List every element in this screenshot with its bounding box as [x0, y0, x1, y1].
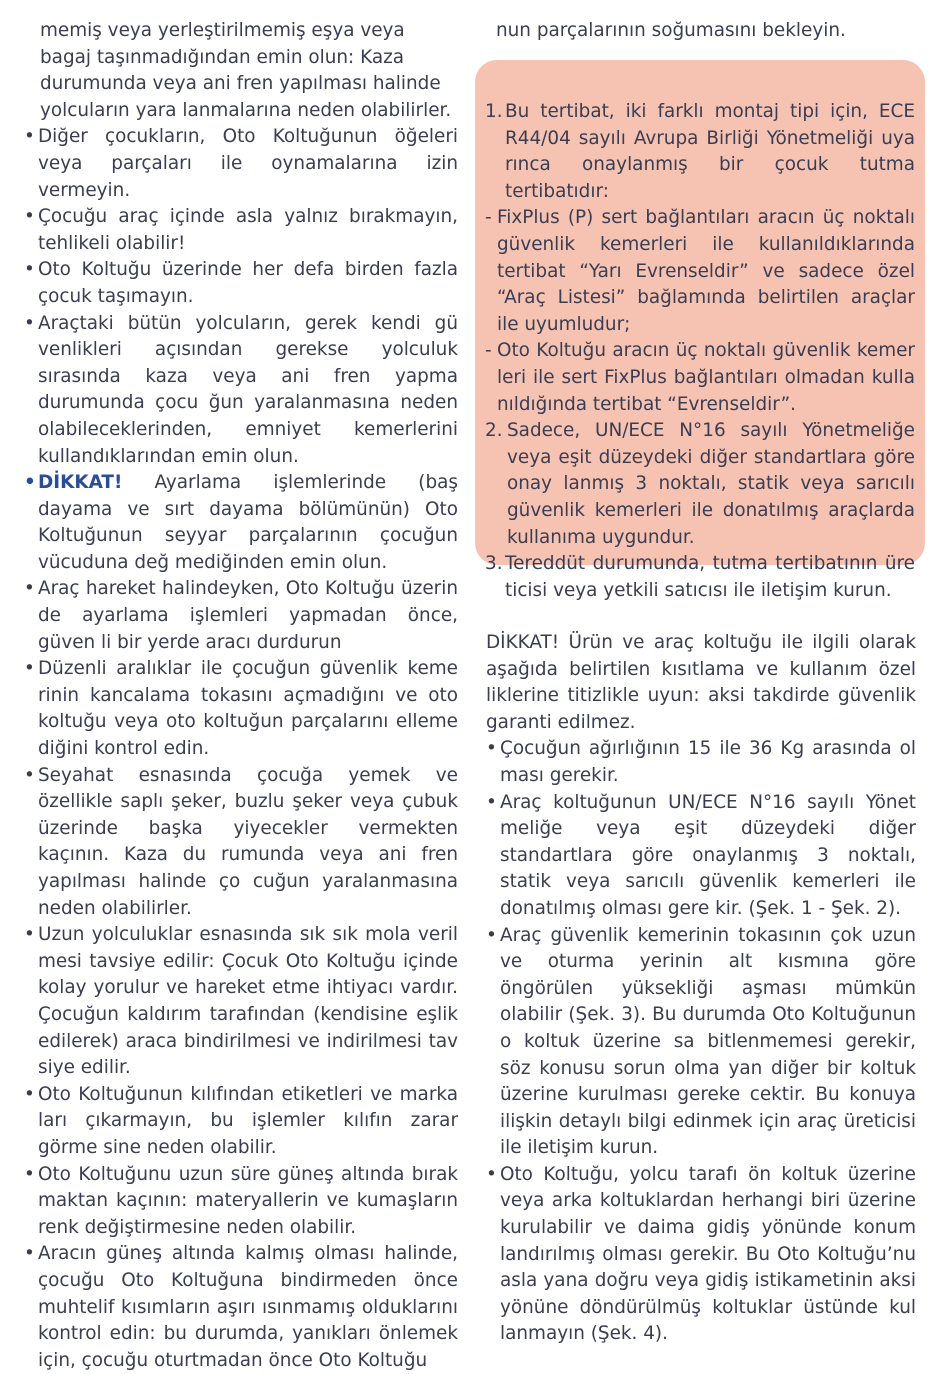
item-number: 3. [485, 553, 503, 575]
right-lead-paragraph: nun parçalarının soğumasını bekleyin. [496, 20, 846, 41]
bullet-icon: • [486, 924, 497, 946]
warning-paragraph: DİKKAT! Ürün ve araç koltuğu ile ilgili olarak aşağıda belirtilen kısıtlama ve kullanım özel liklerine titizlikle uyun: aksi takdirde güvenlik garanti edilmez. [486, 632, 916, 733]
bullet-icon: • [24, 924, 35, 946]
item-number: 2. [485, 420, 503, 442]
left-bullet-list [24, 124, 458, 1374]
approval-info-box [475, 60, 925, 601]
list-item: • Araç hareket halindeyken, Oto Koltuğu üzerin de ayarlama işlemleri yapmadan önce, güven li bir yerde aracı durdurun [24, 578, 458, 653]
dash-marker: - [485, 340, 492, 362]
warning-label: DİKKAT! [38, 472, 123, 494]
dash-item: - FixPlus (P) sert bağlantıları aracın üç noktalı güvenlik kemerleri ile kullanıldıklarında tertibat “Yarı Evrenseldir” ve sadece özel “Araç Listesi” bağlamında belirtilen araçlar ile uyumludur; [485, 207, 915, 335]
list-item: • Araç koltuğunun UN/ECE N°16 sayılı Yönet meliğe veya eşit düzeydeki diğer standartlara göre onaylanmış 3 noktalı, statik veya sarıcılı güvenlik kemerleri ile donatılmış olması gere kir. (Şek. 1 - Şek. 2). [486, 791, 916, 919]
list-item: • Oto Koltuğu üzerinde her defa birden fazla çocuk taşımayın. [24, 259, 458, 307]
bullet-icon: • [24, 259, 35, 281]
bullet-icon: • [24, 472, 36, 494]
numbered-item: 2. Sadece, UN/ECE N°16 sayılı Yönetmeliğe veya eşit düzeydeki diğer standartlara göre onay lanmış 3 noktalı, statik veya sarıcılı güvenlik kemerleri ile donatılmış araçlarda kullanıma uygundur. [485, 420, 915, 548]
list-item: • Araçtaki bütün yolcuların, gerek kendi gü venlikleri açısından gerekse yolculuk sırasında kaza veya ani fren yapma durumunda çocu ğun yaralanmasına neden olabileceklerinden, emniyet kemerlerini kullandıklarından emin olun. [24, 312, 458, 467]
bullet-icon: • [24, 126, 35, 148]
bullet-icon: • [486, 791, 497, 813]
numbered-item: 1. Bu tertibat, iki farklı montaj tipi için, ECE R44/04 sayılı Avrupa Birliği Yönetmeliği uya rınca onaylanmış bir çocuk tutma tertibatıdır: [485, 101, 915, 202]
list-item: • Diğer çocukların, Oto Koltuğunun öğeleri veya parçaları ile oynamalarına izin vermeyin. [24, 126, 458, 201]
bullet-icon: • [24, 1243, 35, 1265]
numbered-item: 3. Tereddüt durumunda, tutma tertibatının üre ticisi veya yetkili satıcısı ile iletişim kurun. [485, 553, 915, 601]
list-item: • Uzun yolculuklar esnasında sık sık mola veril mesi tavsiye edilir: Çocuk Oto Koltuğu içinde kolay yorulur ve hareket etme ihtiyacı vardır. Çocuğun kaldırım tarafından (kendisine eşlik edilerek) araca bindirilmesi ve indirilmesi tav siye edilir. [24, 924, 458, 1079]
list-item: • Seyahat esnasında çocuğa yemek ve özellikle saplı şeker, buzlu şeker veya çubuk üzerinde başka yiyecekler vermekten kaçının. Kaza du rumunda veya ani fren yapılması halinde ço cuğun yaralanmasına neden olabilirler. [24, 764, 458, 919]
bullet-icon: • [24, 312, 35, 334]
bullet-icon: • [486, 738, 497, 760]
bullet-icon: • [24, 578, 35, 600]
list-item: • Oto Koltuğunun kılıfından etiketleri ve marka ları çıkarmayın, bu işlemler kılıfın zarar görme sine neden olabilir. [24, 1083, 458, 1158]
list-item: • Oto Koltuğunu uzun süre güneş altında bırak maktan kaçının: materyallerin ve kumaşların renk değiştirmesine neden olabilir. [24, 1163, 458, 1238]
right-column-lead [480, 18, 920, 45]
list-item: • Araç güvenlik kemerinin tokasının çok uzun ve oturma yerinin alt kısmına göre öngörülen yüksekliği aşması mümkün olabilir (Şek. 3). Bu durumda Oto Koltuğunun o koltuk üzerine sa bitlenmemesi gerekir, söz konusu sorun olma yan diğer bir koltuk üzerine kurulması gereke cektir. Bu konuya ilişkin detaylı bilgi edinmek için araç üreticisi ile iletişim kurun. [486, 924, 916, 1159]
dash-item: - Oto Koltuğu aracın üç noktalı güvenlik kemer leri ile sert FixPlus bağlantıları olmadan kulla nıldığında tertibat “Evrenseldir”. [485, 340, 915, 415]
list-item: • Aracın güneş altında kalmış olması halinde, çocuğu Oto Koltuğuna bindirmeden önce muhtelif kısımların aşırı ısınmamış olduklarını kontrol edin: bu durumda, yanıkları önlemek için, çocuğu oturtmadan önce Oto Koltuğu [24, 1243, 458, 1371]
dash-marker: - [485, 207, 492, 229]
list-item: • Çocuğun ağırlığının 15 ile 36 Kg arasında ol ması gerekir. [486, 738, 916, 786]
warning-text: Ayarlama işlemlerinde (baş dayama ve sırt dayama bölümünün) Oto Koltuğunun seyyar parçalarının çocuğun vücuduna değ mediğinden emin olun. [38, 472, 458, 573]
left-lead-paragraph: memiş veya yerleştirilmemiş eşya veya bagaj taşınmadığından emin olun: Kaza durumunda veya ani fren yapılması halinde yolcuların yara lanmalarına neden olabilirler. [40, 20, 452, 121]
approval-info-content [485, 99, 915, 604]
bullet-icon: • [24, 1163, 35, 1185]
bullet-icon: • [24, 658, 35, 680]
bullet-icon: • [24, 764, 35, 786]
list-item: • Düzenli aralıklar ile çocuğun güvenlik keme rinin kancalama tokasını açmadığını ve oto koltuğu veya oto koltuğun parçalarını elleme diğini kontrol edin. [24, 658, 458, 760]
item-number: 1. [485, 101, 503, 122]
list-item: • Oto Koltuğu, yolcu tarafı ön koltuk üzerine veya arka koltuklardan herhangi biri üzerine kurulabilir ve daima gidiş yönünde konum landırılmış olması gerekir. Bu Oto Koltuğu’nu asla yana doğru veya gidiş istikametinin aksi yönüne döndürülmüş koltuklar üstünde kul lanmayın (Şek. 4). [486, 1163, 916, 1345]
bullet-icon: • [24, 1083, 35, 1105]
left-column [24, 18, 458, 1374]
bullet-icon: • [486, 1163, 497, 1185]
bullet-icon: • [24, 206, 35, 228]
right-bullet-list [486, 736, 916, 1348]
warning-item [24, 470, 458, 576]
right-column-lower [486, 630, 916, 1348]
list-item: • Çocuğu araç içinde asla yalnız bırakmayın, tehlikeli olabilir! [24, 206, 458, 254]
